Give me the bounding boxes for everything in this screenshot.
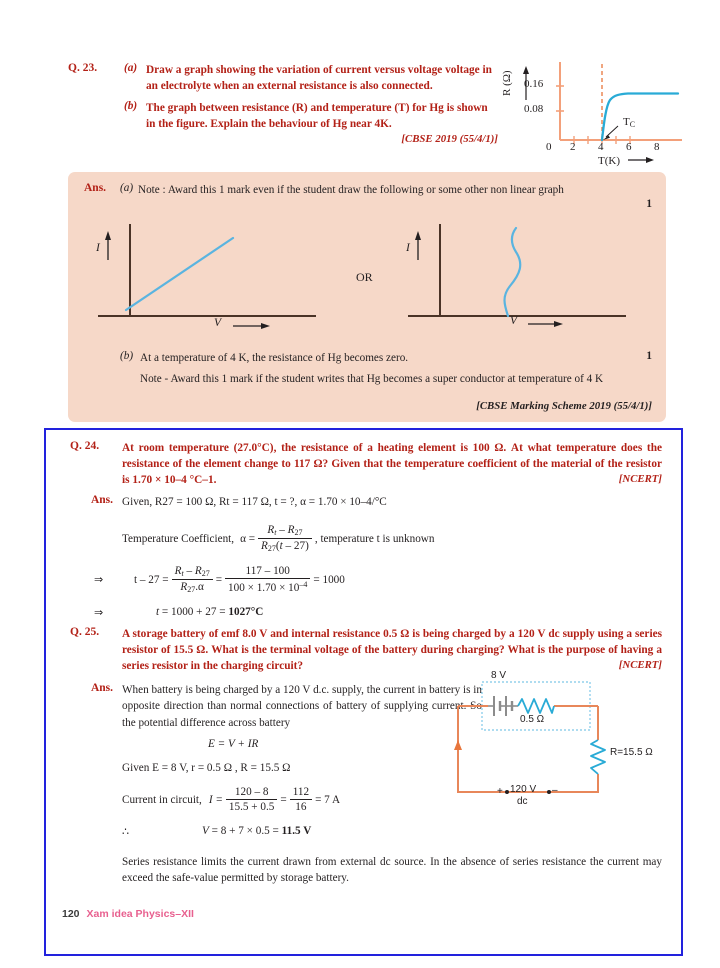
question-23-source: [CBSE 2019 (55/4/1)] <box>401 133 498 146</box>
footer-page-number: 120 <box>62 908 80 920</box>
circuit-internal-resistance-label: 0.5 Ω <box>520 714 545 725</box>
answer-23-part-b-text: At a temperature of 4 K, the resistance of Hg becomes zero. <box>140 352 409 364</box>
answer-25-label: Ans. <box>90 682 113 695</box>
answer-24-fraction-r: $\frac{R_t - R_{27}}{R_{27}.\alpha}$ <box>172 565 213 594</box>
answer-25-final-equation: V = 8 + 7 × 0.5 = 11.5 V <box>202 825 312 838</box>
rt-chart-tc-annotation: T <box>623 116 630 128</box>
answer-24-step3-text: t = 1000 + 27 = 1027°C <box>156 606 264 619</box>
rt-chart-ytick-016: 0.16 <box>524 78 544 90</box>
answer-25-fraction-2 <box>290 786 312 813</box>
rt-chart-ytick-0: 0 <box>546 141 552 153</box>
circuit-supply-sublabel: dc <box>517 796 528 807</box>
answer-25-frac2-num: 112 <box>292 786 310 799</box>
footer-book-title: Xam idea Physics–XII <box>86 908 194 920</box>
answer-23-source: [CBSE Marking Scheme 2019 (55/4/1)] <box>476 400 652 412</box>
question-25-source: [NCERT] <box>618 659 662 672</box>
resistance-temperature-chart <box>502 56 688 168</box>
answer-23-mark-a: 1 <box>646 198 652 210</box>
answer-23-note: Note : Award this 1 mark even if the student draw the following or some other non linear graph <box>138 184 564 196</box>
rt-chart-tc-subscript: C <box>629 120 636 129</box>
answer-24-fraction-alpha: $\frac{R_t - R_{27}}{R_{27}(t - 27)}$ <box>258 524 312 553</box>
answer-23-part-b-marker: (b) <box>120 350 134 362</box>
answer-25-fraction-1 <box>226 786 277 813</box>
question-24-source: [NCERT] <box>618 473 662 486</box>
circuit-series-resistor-label: R=15.5 Ω <box>610 747 653 758</box>
iv-left-xlabel: V <box>214 317 222 329</box>
answer-24-given: Given, R27 = 100 Ω, Rt = 117 Ω, t = ?, α = 1.70 × 10–4/°C <box>122 496 387 509</box>
rt-chart-ytick-008: 0.08 <box>524 103 544 115</box>
question-23-block <box>68 62 498 145</box>
rt-chart-xtick-6: 6 <box>626 141 632 153</box>
or-separator: OR <box>356 270 373 284</box>
iv-left-ylabel: I <box>96 242 100 254</box>
answer-box-q23 <box>68 172 666 422</box>
answer-24-step3-arrow: ⇒ <box>94 607 104 620</box>
question-24-text: At room temperature (27.0°C), the resistance of a heating element is 100 Ω. At what temperature does the resistance of the element change to 117 Ω? Given that the temperature coefficient of the material of the resistor is 1.70 × 10–4 °C–1. <box>122 442 662 487</box>
question-25-text: A storage battery of emf 8.0 V and internal resistance 0.5 Ω is being charged by a 120 V dc supply using a series resistor of 15.5 Ω. What is the terminal voltage of the battery during charging? What is the purpose of having a series resistor in the charging circuit? <box>122 628 662 673</box>
answer-24-step2-lhs: t – 27 = <box>134 573 169 586</box>
question-23-part-b-text: The graph between resistance (R) and temperature (T) for Hg is shown in the figure. Explain the behaviour of Hg near 4K. <box>146 102 488 131</box>
answer-24-frac-den: 100 × 1.70 × 10 <box>228 582 300 595</box>
question-23-part-a-text: Draw a graph showing the variation of current versus voltage voltage in an electrolyte when an external resistance is also connected. <box>146 64 492 93</box>
question-23-part-a-marker: (a) <box>124 62 138 74</box>
answer-25-current-result: = 7 A <box>315 793 341 806</box>
answer-23-part-a-marker: (a) <box>120 182 134 194</box>
rt-chart-xtick-8: 8 <box>654 141 660 153</box>
bordered-content-box <box>44 428 683 956</box>
answer-24-fraction-numeric <box>225 565 310 594</box>
question-23-number: Q. 23. <box>68 62 98 74</box>
circuit-minus-terminal: – <box>552 785 558 796</box>
question-25-number: Q. 25. <box>70 626 100 638</box>
question-24-number: Q. 24. <box>70 440 100 452</box>
answer-25-closing-text: Series resistance limits the current drawn from external dc source. In the absence of series resistance the current may exceed the safe-value permitted by storage battery. <box>122 856 662 885</box>
circuit-supply-label: 120 V <box>510 784 537 795</box>
answer-24-step2-value: = 1000 <box>313 573 345 586</box>
answer-24-step1-tail: , temperature t is unknown <box>314 532 435 545</box>
rt-chart-xtick-2: 2 <box>570 141 576 153</box>
answer-25-current-label: Current in circuit, <box>122 793 202 806</box>
answer-25-frac1-num: 120 – 8 <box>234 786 269 799</box>
circuit-battery-label: 8 V <box>491 670 507 681</box>
iv-right-xlabel: V <box>510 315 518 327</box>
answer-23-note2: Note - Award this 1 mark if the student writes that Hg becomes a super conductor at temperature of 4 K <box>140 373 604 386</box>
answer-25-paragraph: When battery is being charged by a 120 V d.c. supply, the current in battery is in opposite direction than normal connections of battery of supplying current. So the potential difference across battery <box>122 684 482 729</box>
answer-24-frac-num: 117 – 100 <box>245 565 290 578</box>
rt-chart-xtick-4: 4 <box>598 141 604 153</box>
answer-24-step1-label: Temperature Coefficient, <box>122 532 235 545</box>
question-24-block: Q. 24. At room temperature (27.0°C), the resistance of a heating element is 100 Ω. At what temperature does the resistance of the element change to 117 Ω? Given that the temperature coefficient of the material of the resistor is 1.70 × 10–4 °C–1. [NCERT] Ans. Given, R27 = 100 Ω, Rt = 117 Ω, t = ?, α = 1.70 × 10–4/°C Temperature Coefficient, α = $\frac{R_t - R_{27}}{R_{27}(t - 27)}$ , temperature t is unknown ⇒ t – 27 = $\frac{R_t - R_{27}}{R_{27}.\alpha}$ = $\frac{117 - 100}{100 \times 1.70 \times 10^{-4}}$ = 1000 ⇒ t = 1000 + 27 = 1027°C <box>70 440 662 620</box>
answer-24-step2-arrow: ⇒ <box>94 574 104 587</box>
rt-chart-ylabel: R (Ω) <box>501 70 513 96</box>
rt-chart-xlabel: T(K) <box>598 155 620 167</box>
answer-23-label: Ans. <box>84 182 107 194</box>
answer-25-frac1-den: 15.5 + 0.5 <box>226 799 277 813</box>
answer-25-given: Given E = 8 V, r = 0.5 Ω , R = 15.5 Ω <box>122 761 291 774</box>
iv-right-ylabel: I <box>406 242 410 254</box>
page-footer <box>62 908 194 920</box>
charging-circuit-diagram <box>450 670 670 813</box>
answer-25-current-I: I = <box>208 793 223 806</box>
question-25-block: Q. 25. A storage battery of emf 8.0 V and internal resistance 0.5 Ω is being charged by a 120 V dc supply using a series resistor of 15.5 Ω. What is the terminal voltage of the battery during charging? What is the purpose of having a series resistor in the charging circuit? [NCERT] Ans. When battery is being charged by a 120 V d.c. supply, the current in battery is in opposite direction than normal connections of battery of supplying current. So the potential difference across battery E = V + IR Given E = 8 V, r = 0.5 Ω , R = 15.5 Ω Current in circuit, I = $\frac{120 - 8}{15.5 + 0.5}$ = $\frac{112}{16}$ = 7 A ∴ V = 8 + 7 × 0.5 = 11.5 V <box>70 626 662 839</box>
circuit-plus-terminal: + <box>497 786 503 797</box>
answer-23-mark-b: 1 <box>646 350 652 362</box>
answer-24-frac-exponent: –4 <box>299 580 308 590</box>
answer-25-therefore: ∴ <box>122 826 130 839</box>
question-23-part-b-marker: (b) <box>124 100 138 113</box>
answer-24-label: Ans. <box>90 494 113 507</box>
answer-25-eq1: E = V + IR <box>208 737 259 750</box>
answer-25-frac2-den: 16 <box>290 799 312 813</box>
